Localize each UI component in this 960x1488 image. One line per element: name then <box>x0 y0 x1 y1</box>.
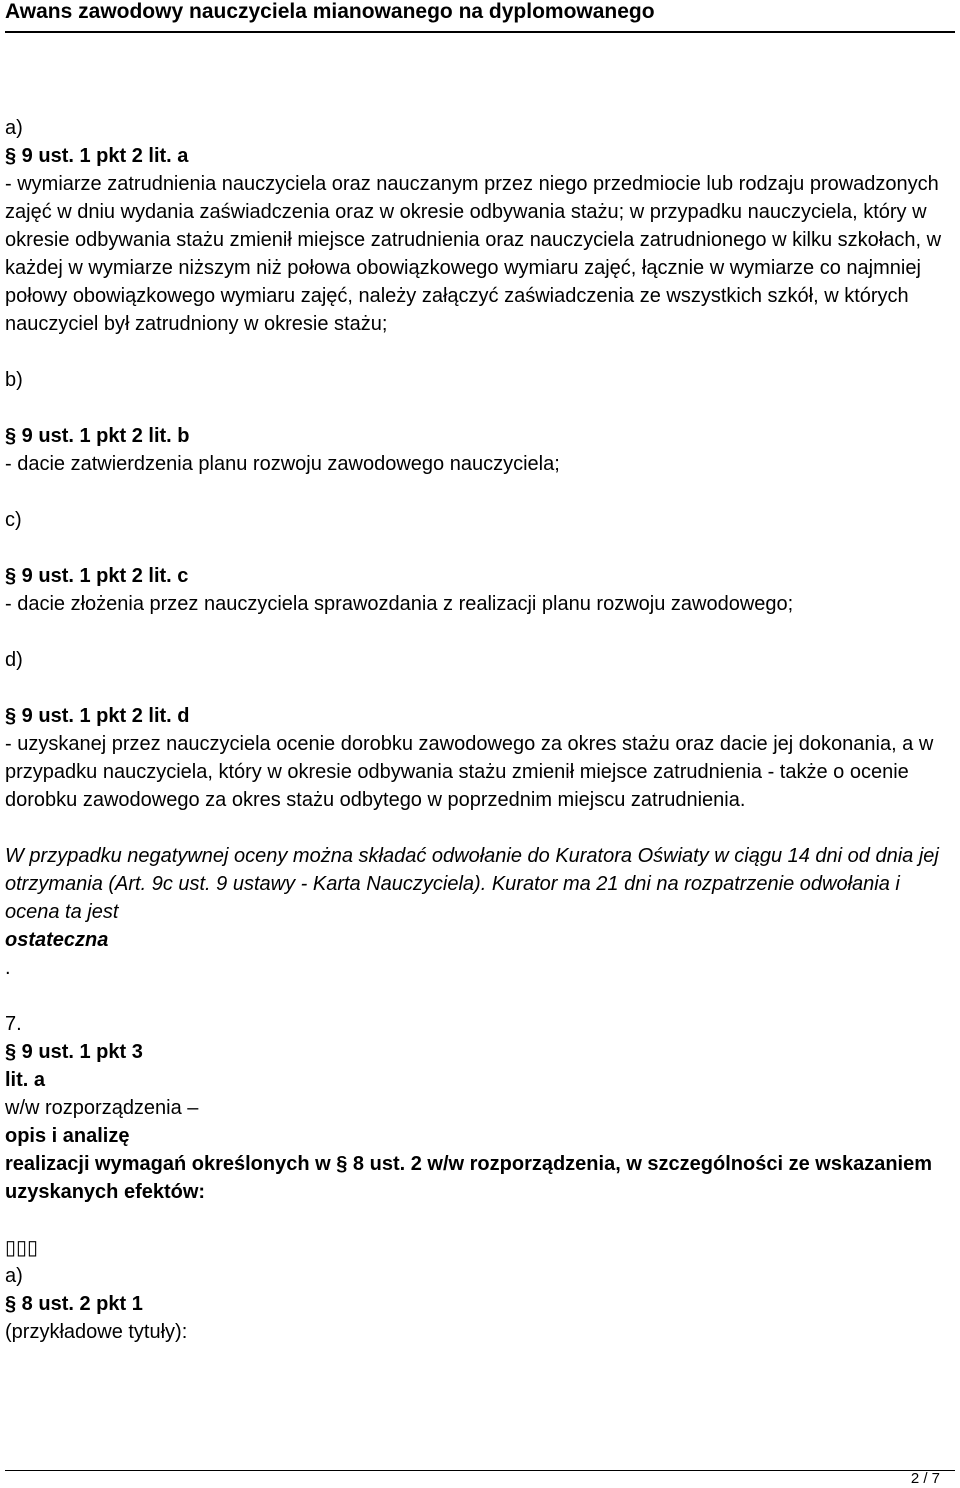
document-body <box>5 114 953 1346</box>
page-number: 2 / 7 <box>910 1470 940 1487</box>
section-b-text: - dacie zatwierdzenia planu rozwoju zawodowego nauczyciela; <box>5 453 560 475</box>
section-7-number: 7. <box>5 1013 22 1035</box>
section-d-label: d) <box>5 649 23 671</box>
section-b-label: b) <box>5 369 23 391</box>
section-7-title: opis i analizę <box>5 1125 130 1147</box>
section-7a-label: a) <box>5 1265 23 1287</box>
header-divider <box>5 31 955 33</box>
section-7-requirements: realizacji wymagań określonych w § 8 ust. 2 w/w rozporządzenia, w szczególności ze wskazaniem uzyskanych efektów: <box>5 1153 932 1203</box>
section-c-label: c) <box>5 509 22 531</box>
section-a-reference: § 9 ust. 1 pkt 2 lit. a <box>5 145 189 167</box>
appeal-note-period: . <box>5 957 11 979</box>
section-c-text: - dacie złożenia przez nauczyciela sprawozdania z realizacji planu rozwoju zawodowego; <box>5 593 794 615</box>
section-a-text: - wymiarze zatrudnienia nauczyciela oraz nauczanym przez niego przedmiocie lub rodzaju prowadzonych zajęć w dniu wydania zaświadczenia oraz w okresie odbywania stażu; w przypadku nauczyciela, który w okresie odbywania stażu zmienił miejsce zatrudnienia oraz nauczyciela zatrudnionego w kilku szkołach, w każdej w wymiarze niższym niż połowa obowiązkowego wymiaru zajęć, łącznie w wymiarze co najmniej połowy obowiązkowego wymiaru zajęć, należy załączyć zaświadczenia ze wszystkich szkół, w których nauczyciel był zatrudniony w okresie stażu; <box>5 173 942 335</box>
section-d-text: - uzyskanej przez nauczyciela ocenie dorobku zawodowego za okres stażu oraz dacie jej dokonania, a w przypadku nauczyciela, który w okresie odbywania stażu zmienił miejsce zatrudnienia - także o ocenie dorobku zawodowego za okres stażu odbytego w poprzednim miejscu zatrudnienia. <box>5 733 934 811</box>
section-d-reference: § 9 ust. 1 pkt 2 lit. d <box>5 705 190 727</box>
missing-glyph-placeholder: ▯▯▯ <box>5 1237 39 1259</box>
footer-divider <box>5 1470 955 1471</box>
appeal-note-emphasis: ostateczna <box>5 929 109 951</box>
section-7a-text: (przykładowe tytuły): <box>5 1321 188 1343</box>
section-7-regulation: w/w rozporządzenia – <box>5 1097 199 1119</box>
section-c-reference: § 9 ust. 1 pkt 2 lit. c <box>5 565 189 587</box>
page-title: Awans zawodowy nauczyciela mianowanego na dyplomowanego <box>5 0 655 23</box>
section-7-lit: lit. a <box>5 1069 46 1091</box>
section-7-reference: § 9 ust. 1 pkt 3 <box>5 1041 143 1063</box>
section-a-label: a) <box>5 117 23 139</box>
section-b-reference: § 9 ust. 1 pkt 2 lit. b <box>5 425 190 447</box>
appeal-note: W przypadku negatywnej oceny można składać odwołanie do Kuratora Oświaty w ciągu 14 dni od dnia jej otrzymania (Art. 9c ust. 9 ustawy - Karta Nauczyciela). Kurator ma 21 dni na rozpatrzenie odwołania i ocena ta jest <box>5 845 939 923</box>
section-7a-reference: § 8 ust. 2 pkt 1 <box>5 1293 143 1315</box>
